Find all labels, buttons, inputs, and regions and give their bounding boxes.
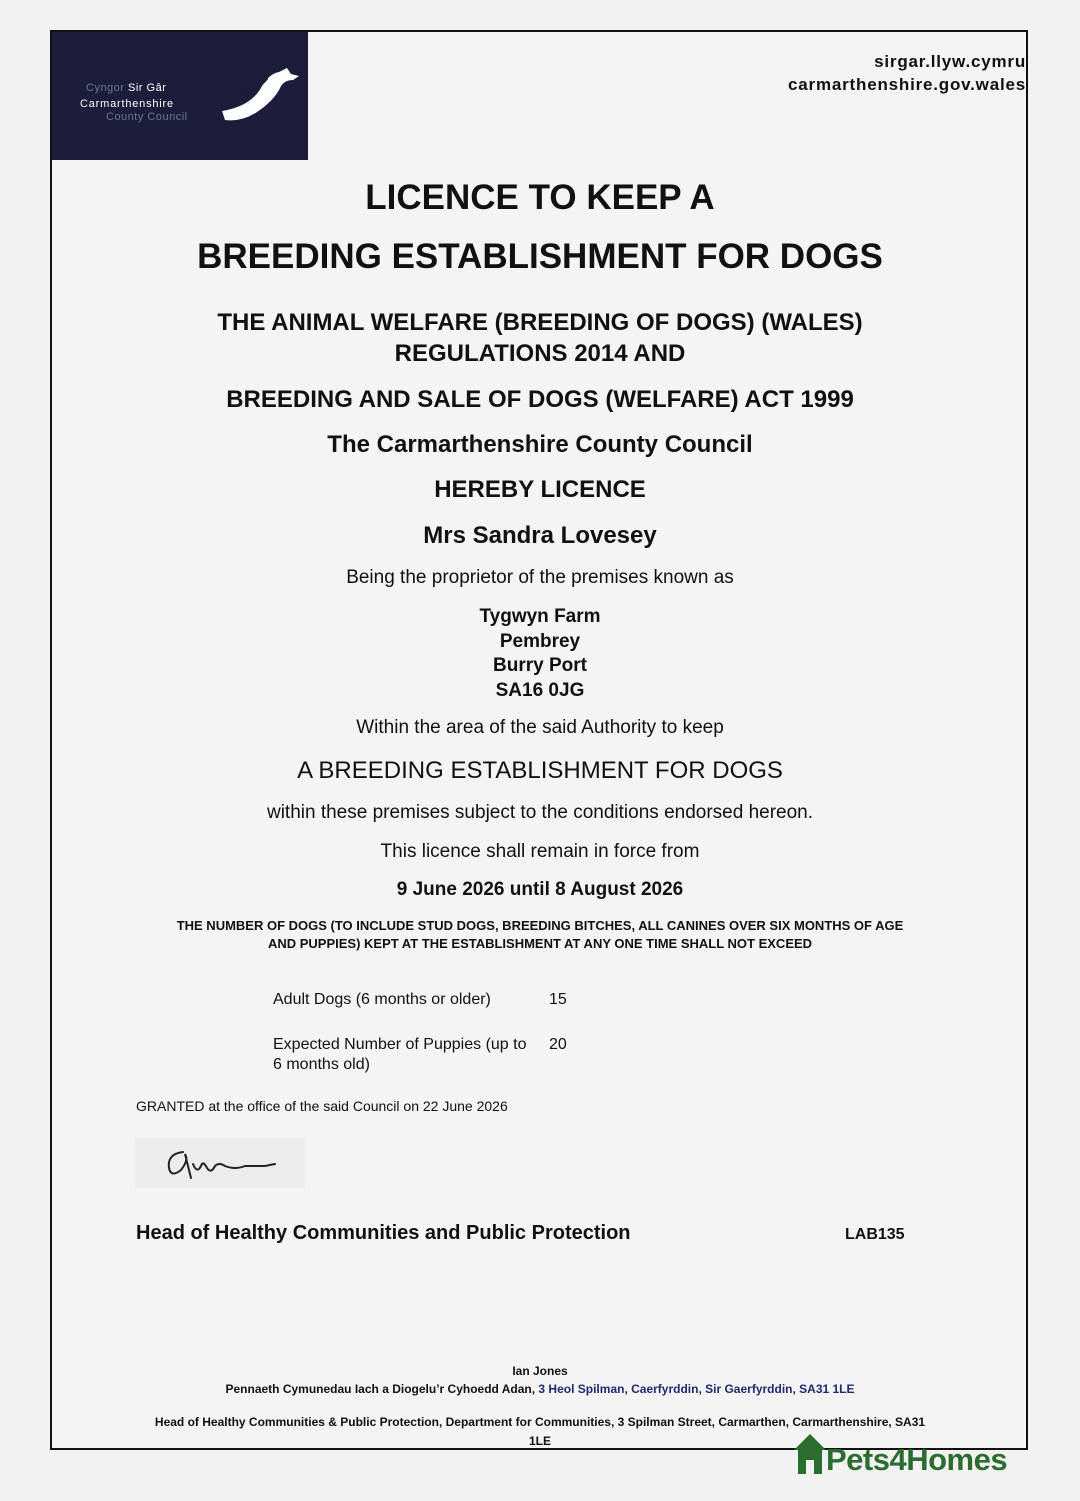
licence-title-line1: LICENCE TO KEEP A [365, 178, 715, 217]
adult-dogs-value: 15 [549, 991, 567, 1008]
puppies-label-line1: Expected Number of Puppies (up to [273, 1036, 527, 1053]
proprietor-text: Being the proprietor of the premises known as [346, 567, 734, 588]
council-logo: Cyngor Sir Gâr Carmarthenshire County Council [52, 32, 308, 160]
conditions-text: within these premises subject to the conditions endorsed hereon. [266, 802, 814, 823]
puppies-value: 20 [549, 1036, 567, 1053]
adult-dogs-label: Adult Dogs (6 months or older) [273, 991, 491, 1008]
signature-icon [135, 1138, 305, 1188]
licensee-name: Mrs Sandra Lovesey [423, 522, 657, 549]
footer-name: Ian Jones [512, 1364, 568, 1378]
dragon-icon [217, 66, 307, 126]
within-area-text: Within the area of the said Authority to keep [356, 717, 724, 738]
welsh-website: sirgar.llyw.cymru [874, 52, 1026, 71]
signature [135, 1138, 305, 1188]
regulations-line1: THE ANIMAL WELFARE (BREEDING OF DOGS) (WALES) [217, 309, 863, 336]
puppies-label-line2: 6 months old) [273, 1056, 370, 1073]
regulations-line3: BREEDING AND SALE OF DOGS (WELFARE) ACT 1999 [226, 386, 854, 413]
council-name: The Carmarthenshire County Council [327, 431, 753, 458]
in-force-text: This licence shall remain in force from [380, 841, 700, 862]
number-notice: THE NUMBER OF DOGS (TO INCLUDE STUD DOGS, BREEDING BITCHES, ALL CANINES OVER SIX MONTHS OF AGE AND PUPPIES) KEPT AT THE ESTABLISHMENT AT ANY ONE TIME SHALL NOT EXCEED [176, 918, 904, 951]
footer-english-address: Head of Healthy Communities & Public Protection, Department for Communities, 3 Spilman Street, Carmarthen, Carmarthenshire, SA31 [154, 1415, 926, 1429]
regulations-line2: REGULATIONS 2014 AND [394, 340, 686, 367]
licence-title-line2: BREEDING ESTABLISHMENT FOR DOGS [197, 237, 883, 276]
licence-dates: 9 June 2026 until 8 August 2026 [396, 879, 684, 900]
pets4homes-watermark: Pets4Homes [790, 1430, 830, 1478]
premises-address: Tygwyn Farm Pembrey Burry Port SA16 0JG [479, 606, 601, 701]
english-website: carmarthenshire.gov.wales [788, 75, 1026, 94]
hereby-licence: HEREBY LICENCE [434, 476, 646, 503]
house-icon [790, 1430, 830, 1476]
granted-text: GRANTED at the office of the said Council on 22 June 2026 [136, 1098, 508, 1114]
signatory-title: Head of Healthy Communities and Public Protection [136, 1222, 631, 1244]
establishment-type: A BREEDING ESTABLISHMENT FOR DOGS [297, 757, 783, 784]
footer-english-address-end: 1LE [528, 1434, 551, 1448]
licence-reference: LAB135 [845, 1226, 905, 1243]
footer-welsh-address: Pennaeth Cymunedau Iach a Diogelu’r Cyhoedd Adan, 3 Heol Spilman, Caerfyrddin, Sir Gaerfyrddin, SA31 1LE [225, 1382, 855, 1396]
